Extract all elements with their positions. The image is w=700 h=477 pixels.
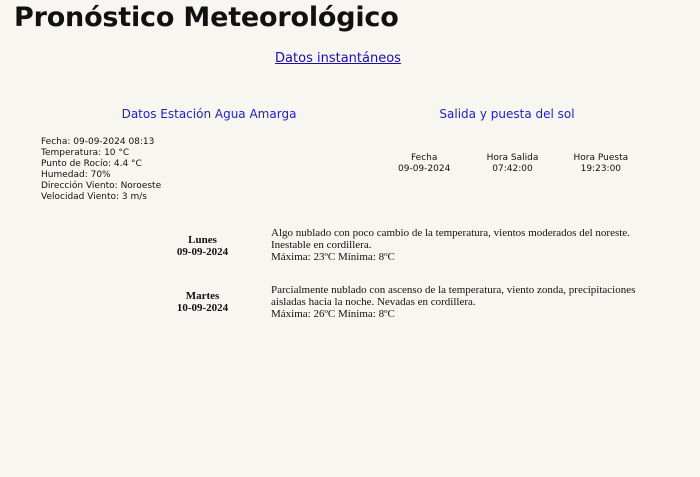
station-wind-speed: Velocidad Viento: 3 m/s [41, 192, 147, 202]
forecast-description [271, 227, 661, 263]
sun-table [380, 153, 645, 175]
forecast-description-text: Algo nublado con poco cambio de la temperatura, vientos moderados del noreste. Inestable en cordillera. [271, 227, 630, 251]
station-dew-point: Punto de Rocío: 4.4 °C [41, 159, 142, 169]
forecast-day-date: 10-09-2024 [176, 302, 229, 314]
forecast-day [150, 234, 255, 258]
forecast-temps: Máxima: 23ºC Mínima: 8ºC [271, 251, 395, 263]
sun-value-date: 09-09-2024 [398, 164, 451, 174]
station-date: Fecha: 09-09-2024 08:13 [41, 137, 155, 147]
sun-value-sunset: 19:23:00 [580, 164, 622, 174]
station-temperature: Temperatura: 10 °C [41, 148, 130, 158]
station-humidity: Humedad: 70% [41, 170, 111, 180]
forecast-day-name: Martes [185, 290, 220, 302]
station-data [41, 137, 161, 203]
forecast-temps: Máxima: 26ºC Mínima: 8ºC [271, 308, 395, 320]
forecast-day-name: Lunes [188, 234, 217, 246]
sun-heading: Salida y puesta del sol [439, 107, 575, 121]
station-wind-direction: Dirección Viento: Noroeste [41, 181, 162, 191]
page-title: Pronóstico Meteorológico [14, 2, 399, 33]
forecast-description-text: Parcialmente nublado con ascenso de la temperatura, viento zonda, precipitaciones aisladas hacia la noche. Nevadas en cordillera. [271, 284, 636, 308]
instant-data-link[interactable]: Datos instantáneos [275, 51, 401, 66]
sun-table-header-row [380, 153, 645, 164]
sun-value-sunrise: 07:42:00 [492, 164, 533, 174]
sun-table-value-row [380, 164, 645, 175]
forecast-description [271, 284, 661, 320]
sun-header-date: Fecha [410, 153, 438, 163]
forecast-day [150, 290, 255, 314]
forecast-day-date: 09-09-2024 [176, 246, 229, 258]
station-heading: Datos Estación Agua Amarga [121, 107, 297, 121]
sun-header-sunrise: Hora Salida [486, 153, 539, 163]
sun-header-sunset: Hora Puesta [573, 153, 629, 163]
